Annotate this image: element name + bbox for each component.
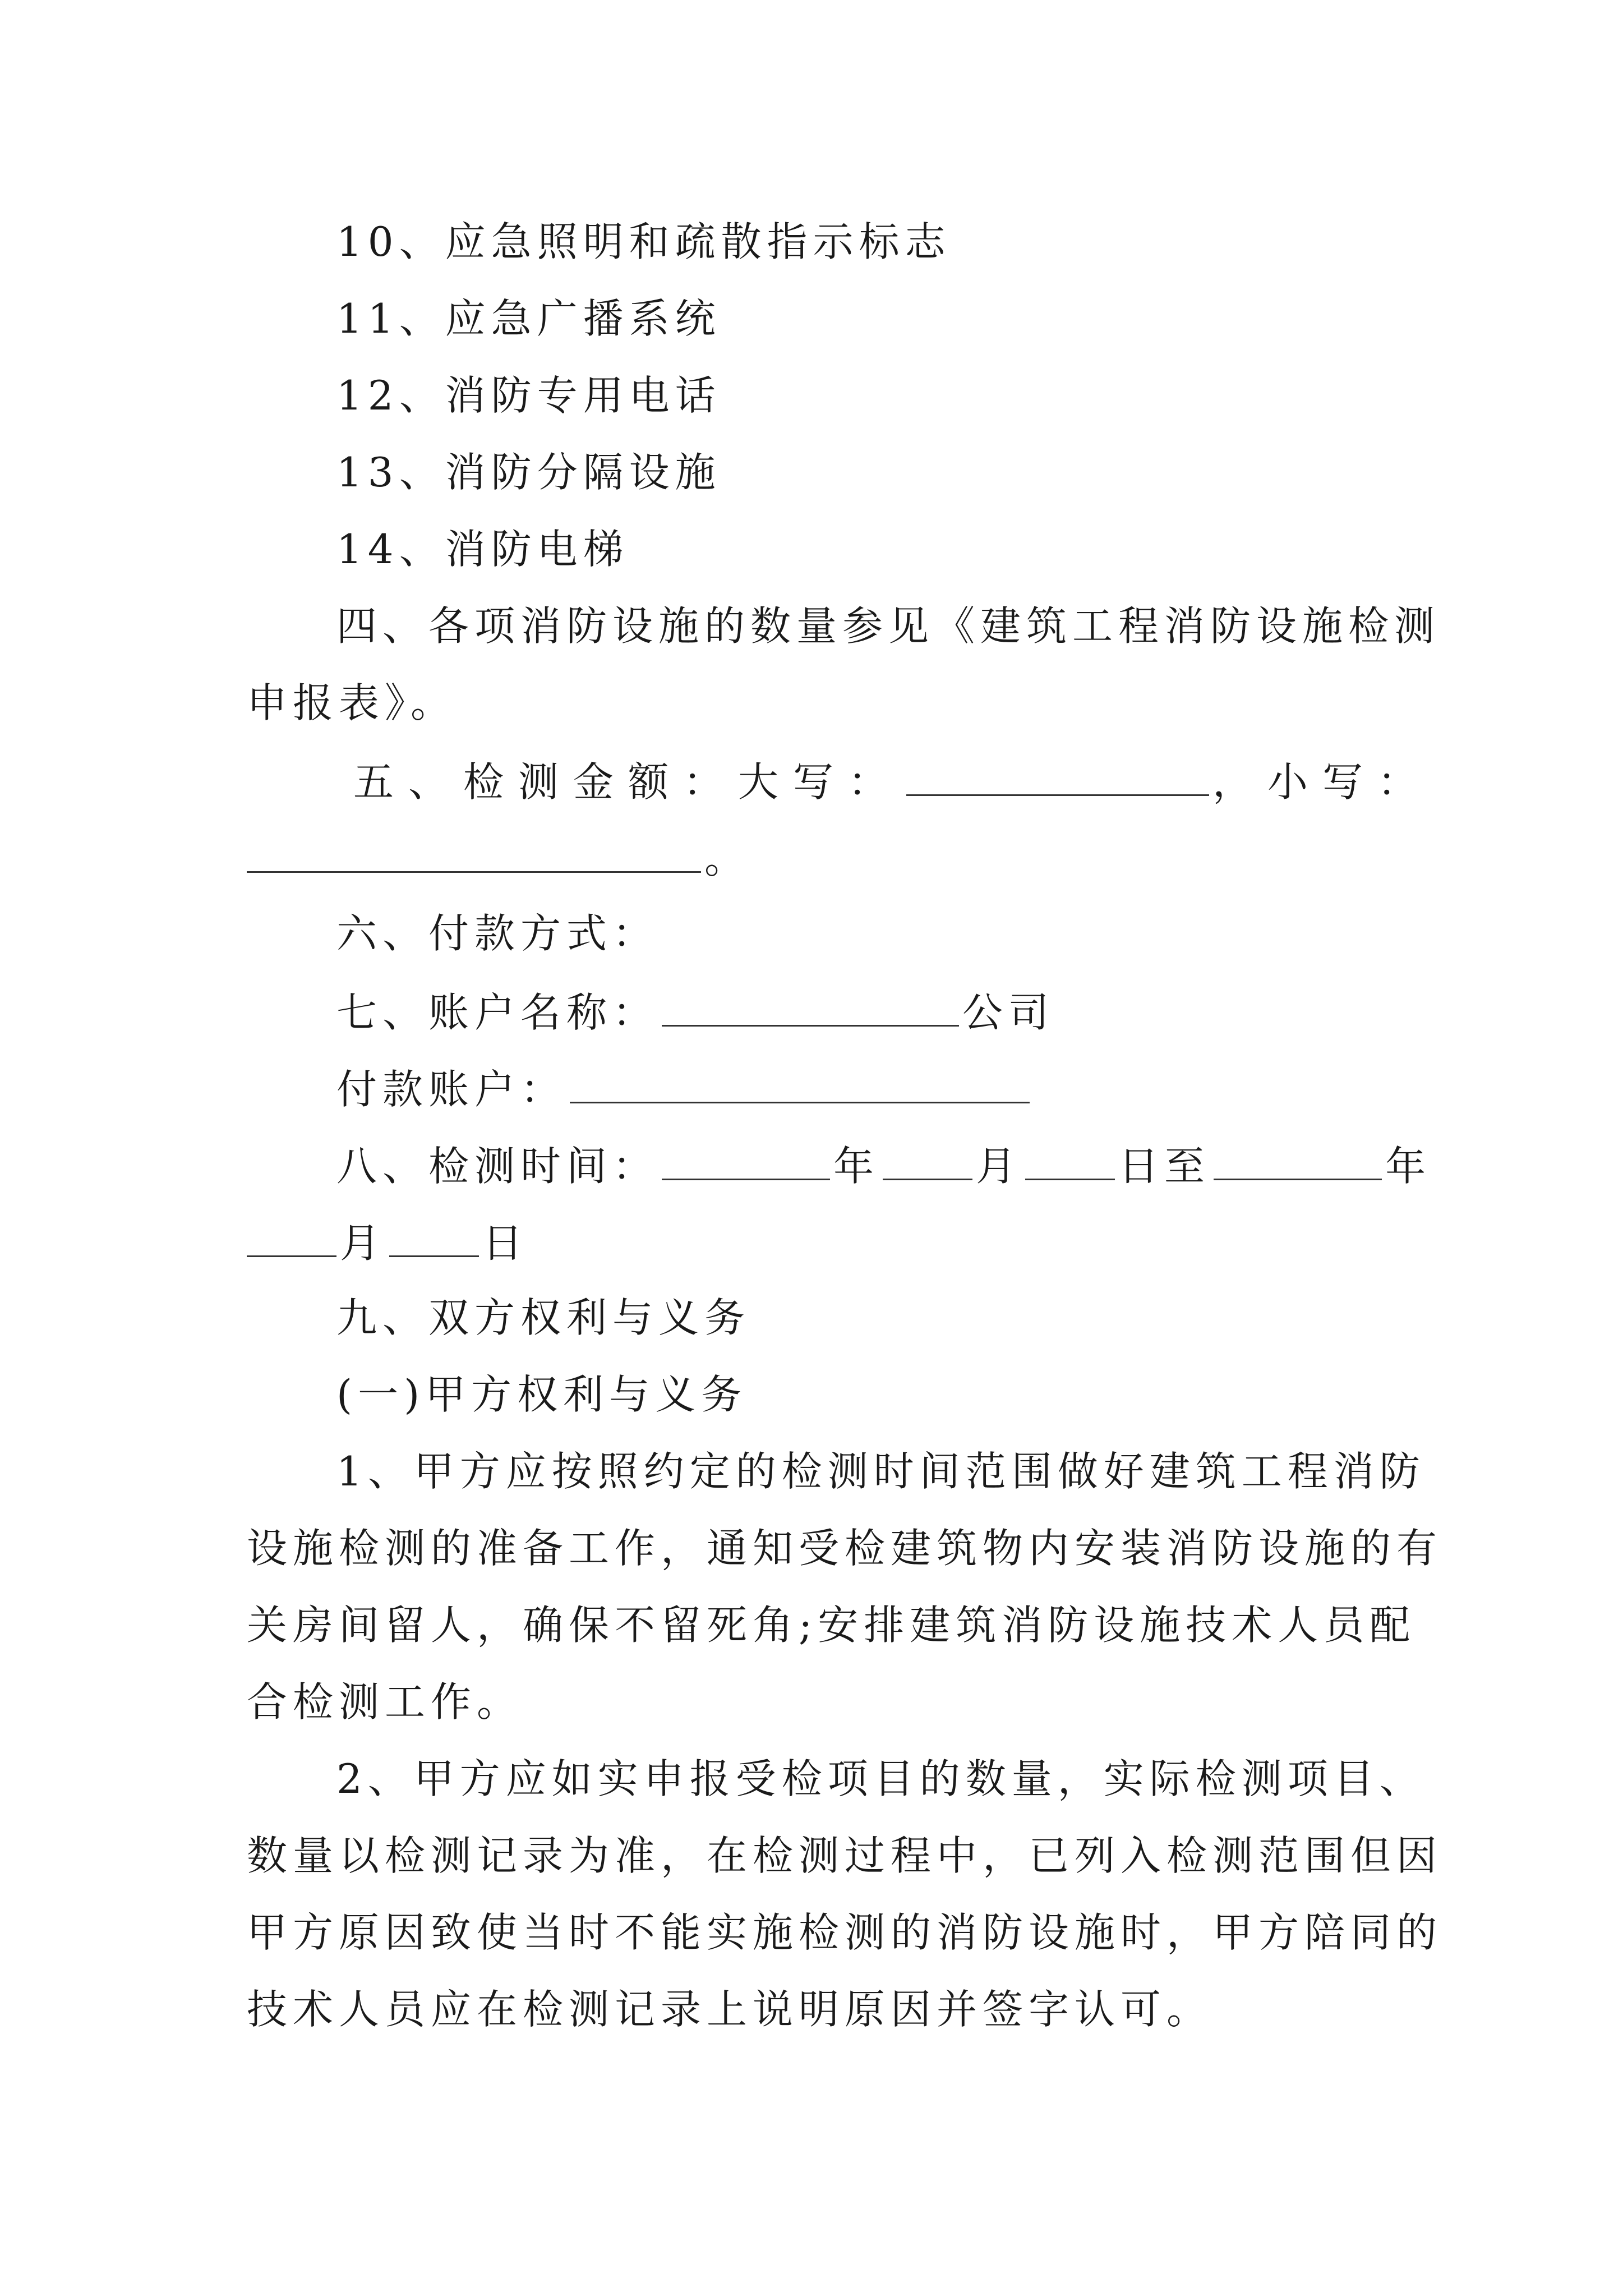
section-5-continuation — [247, 835, 751, 882]
paragraph-line: 设施检测的准备工作，通知受检建筑物内安装消防设施的有 — [247, 1525, 1443, 1572]
section-7 — [336, 989, 1055, 1036]
paragraph-line: 关房间留人，确保不留死角;安排建筑消防设施技术人员配 — [247, 1602, 1416, 1649]
payment-account — [336, 1066, 1033, 1113]
paragraph-line: 合检测工作。 — [247, 1678, 523, 1726]
list-item: 10、应急照明和疏散指示标志 — [336, 218, 951, 265]
month-label: 月 — [976, 1143, 1022, 1190]
paragraph-line: 数量以检测记录为准，在检测过程中，已列入检测范围但因 — [247, 1832, 1443, 1879]
section-5-small-label: ，小写： — [1212, 758, 1433, 806]
list-item: 12、消防专用电话 — [336, 372, 721, 419]
year-label: 年 — [1385, 1143, 1432, 1190]
section-7-label: 七、账户名称： — [336, 989, 659, 1036]
list-item: 11、应急广播系统 — [336, 295, 721, 342]
end-day-blank — [389, 1221, 479, 1257]
start-day-blank — [1025, 1144, 1115, 1180]
end-month-blank — [247, 1221, 336, 1257]
day-to-label: 日至 — [1118, 1143, 1211, 1190]
section-8 — [336, 1143, 1432, 1190]
list-item: 13、消防分隔设施 — [336, 449, 721, 496]
section-5-end: 。 — [704, 835, 751, 882]
paragraph-line: 技术人员应在检测记录上说明原因并签字认可。 — [247, 1986, 1213, 2033]
account-name-blank — [662, 990, 959, 1027]
amount-uppercase-blank — [906, 760, 1209, 796]
start-year-blank — [662, 1144, 830, 1180]
section-8-label: 八、检测时间： — [336, 1143, 659, 1190]
month-label: 月 — [340, 1220, 386, 1267]
section-4-line: 四、各项消防设施的数量参见《建筑工程消防设施检测 — [336, 602, 1441, 650]
list-item: 14、消防电梯 — [336, 526, 629, 573]
section-5-amount — [353, 758, 1433, 806]
day-label: 日 — [482, 1220, 529, 1267]
paragraph-line: 甲方原因致使当时不能实施检测的消防设施时，甲方陪同的 — [247, 1909, 1443, 1956]
start-month-blank — [883, 1144, 972, 1180]
section-9: 九、双方权利与义务 — [336, 1294, 751, 1341]
section-7-suffix: 公司 — [962, 989, 1055, 1036]
section-6: 六、付款方式： — [336, 910, 659, 957]
paragraph-line: 1、甲方应按照约定的检测时间范围做好建筑工程消防 — [336, 1448, 1426, 1495]
payment-account-blank — [570, 1067, 1030, 1103]
amount-lowercase-blank — [247, 836, 701, 873]
section-4-line: 申报表》。 — [247, 679, 457, 726]
subsection-1: (一)甲方权利与义务 — [336, 1371, 748, 1418]
end-year-blank — [1214, 1144, 1382, 1180]
payment-account-label: 付款账户： — [336, 1066, 567, 1113]
paragraph-line: 2、甲方应如实申报受检项目的数量，实际检测项目、 — [336, 1755, 1426, 1802]
year-label: 年 — [833, 1143, 880, 1190]
section-8-continuation — [247, 1220, 529, 1267]
section-5-label: 五、检测金额：大写： — [353, 758, 903, 806]
